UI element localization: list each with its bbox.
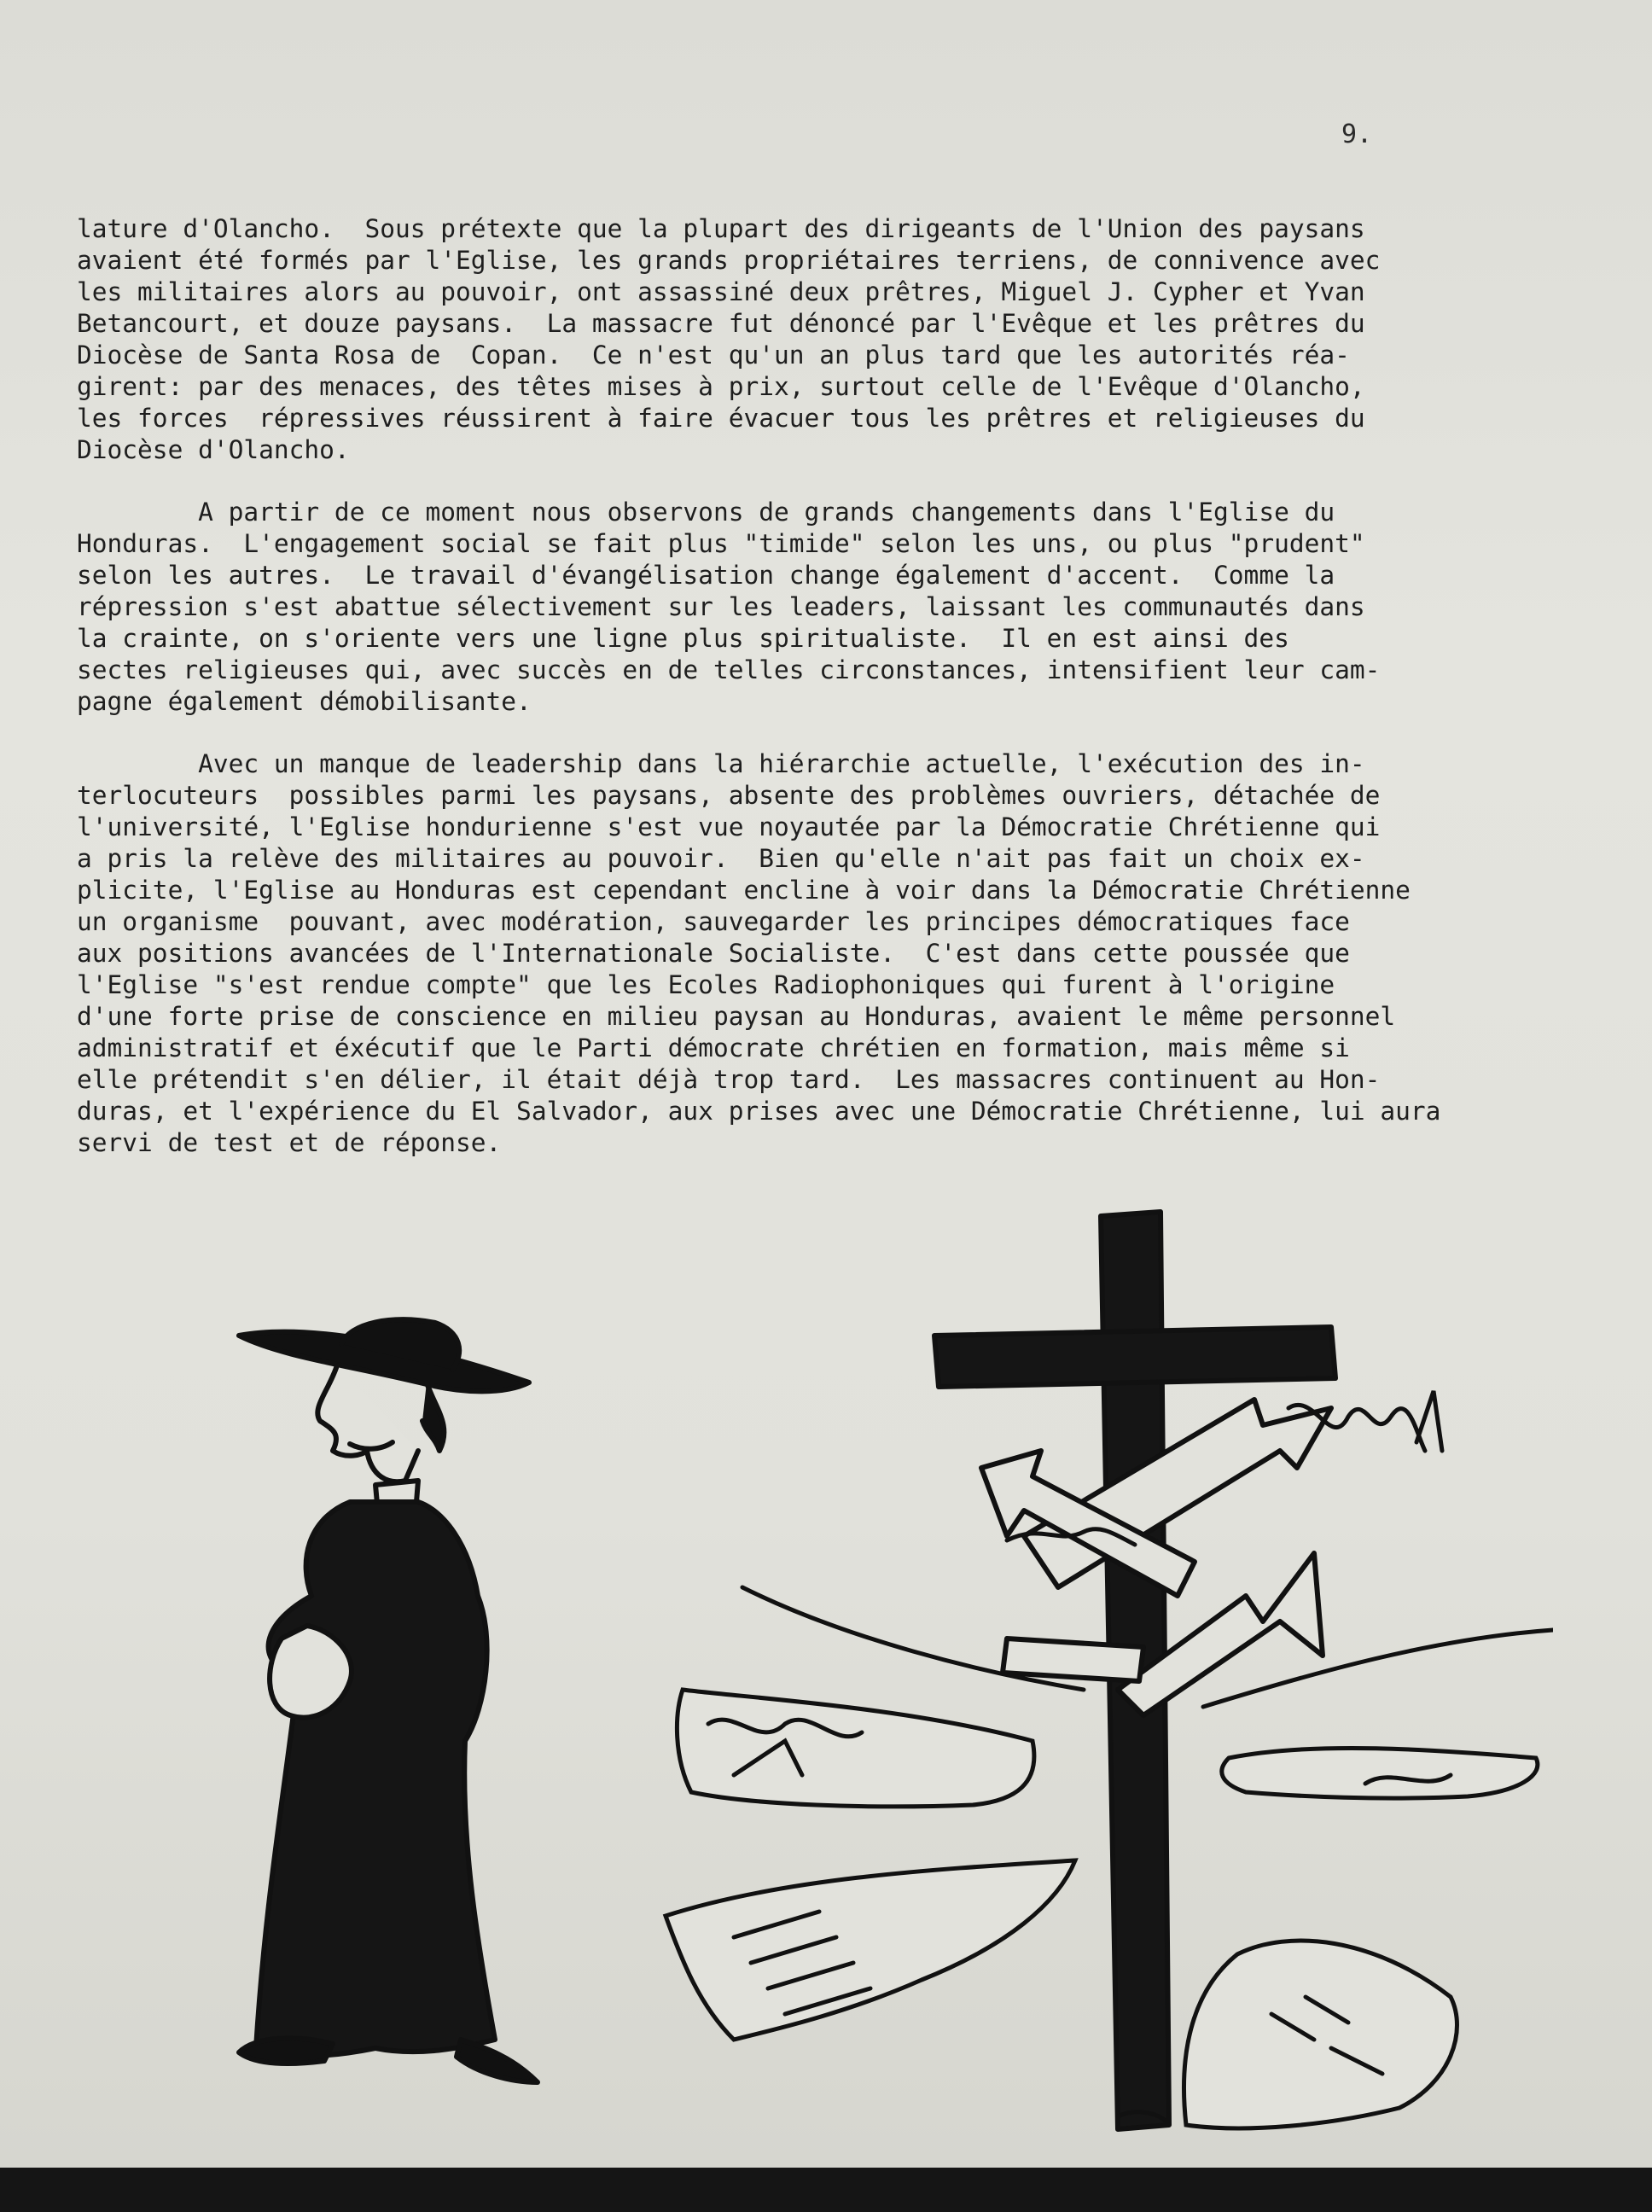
text-line: l'université, l'Eglise hondurienne s'est vue noyautée par la Démocratie Chrétienne qui: [77, 812, 1381, 841]
text-line: répression s'est abattue sélectivement sur les leaders, laissant les communautés dans: [77, 592, 1365, 621]
signpost-arrow-4: [1003, 1639, 1143, 1681]
priest-face: [317, 1365, 418, 1481]
text-line: Honduras. L'engagement social se fait plus "timide" selon les uns, ou plus "prudent": [77, 529, 1365, 558]
field-right-upper: [1222, 1748, 1538, 1798]
priest-hands: [270, 1626, 352, 1718]
text-line: a pris la relève des militaires au pouvoir. Bien qu'elle n'ait pas fait un choix ex-: [77, 844, 1365, 873]
text-line: girent: par des menaces, des têtes mises à prix, surtout celle de l'Evêque d'Olancho,: [77, 372, 1365, 401]
text-line: administratif et éxécutif que le Parti démocrate chrétien en formation, mais même si: [77, 1033, 1350, 1062]
field-left-upper: [677, 1690, 1033, 1807]
field-right-lower: [1184, 1941, 1457, 2128]
text-line: sectes religieuses qui, avec succès en de telles circonstances, intensifient leur cam-: [77, 655, 1381, 684]
text-line: les militaires alors au pouvoir, ont assassiné deux prêtres, Miguel J. Cypher et Yvan: [77, 277, 1365, 306]
priest-figure: [239, 1319, 538, 2082]
text-line: elle prétendit s'en délier, il était déjà trop tard. Les massacres continuent au Hon-: [77, 1065, 1381, 1094]
cross-horizontal-beam: [934, 1327, 1335, 1387]
paragraph-3: [77, 748, 1493, 1159]
page-number: 9.: [1341, 119, 1373, 149]
text-line: duras, et l'expérience du El Salvador, aux prises avec une Démocratie Chrétienne, lui aura: [77, 1097, 1441, 1126]
text-line: un organisme pouvant, avec modération, sauvegarder les principes démocratiques face: [77, 907, 1350, 936]
paragraph-1: [77, 213, 1493, 466]
text-line: A partir de ce moment nous observons de grands changements dans l'Eglise du: [77, 498, 1335, 527]
text-line: avaient été formés par l'Eglise, les grands propriétaires terriens, de connivence avec: [77, 246, 1381, 275]
text-line: lature d'Olancho. Sous prétexte que la plupart des dirigeants de l'Union des paysans: [77, 214, 1365, 243]
text-line: servi de test et de réponse.: [77, 1128, 502, 1157]
paragraph-2: [77, 497, 1493, 718]
text-line: selon les autres. Le travail d'évangélisation change également d'accent. Comme la: [77, 561, 1335, 590]
body-text: [77, 213, 1493, 1190]
text-line: Betancourt, et douze paysans. La massacre fut dénoncé par l'Evêque et les prêtres du: [77, 309, 1365, 338]
text-line: terlocuteurs possibles parmi les paysans, absente des problèmes ouvriers, détachée de: [77, 781, 1381, 810]
text-line: aux positions avancées de l'Internationale Socialiste. C'est dans cette poussée que: [77, 939, 1350, 968]
priest-foot-left: [239, 2038, 333, 2064]
priest-robe: [256, 1502, 495, 2056]
text-line: pagne également démobilisante.: [77, 687, 532, 716]
text-line: d'une forte prise de conscience en milieu paysan au Honduras, avaient le même personnel: [77, 1002, 1396, 1031]
text-line: la crainte, on s'oriente vers une ligne plus spiritualiste. Il en est ainsi des: [77, 624, 1289, 653]
text-line: Avec un manque de leadership dans la hiérarchie actuelle, l'exécution des in-: [77, 749, 1365, 778]
road-right: [1203, 1630, 1553, 1707]
field-left-lower: [666, 1860, 1075, 2040]
scan-bottom-edge: [0, 2168, 1652, 2212]
text-line: Diocèse d'Olancho.: [77, 435, 350, 464]
text-line: l'Eglise "s'est rendue compte" que les Ecoles Radiophoniques qui furent à l'origine: [77, 970, 1335, 999]
text-line: Diocèse de Santa Rosa de Copan. Ce n'est qu'un an plus tard que les autorités réa-: [77, 341, 1350, 370]
cartoon-illustration: [137, 1195, 1553, 2159]
text-line: les forces répressives réussirent à faire évacuer tous les prêtres et religieuses du: [77, 404, 1365, 433]
priest-foot-right: [457, 2040, 538, 2082]
text-line: plicite, l'Eglise au Honduras est cependant encline à voir dans la Démocratie Chrétienne: [77, 876, 1411, 905]
